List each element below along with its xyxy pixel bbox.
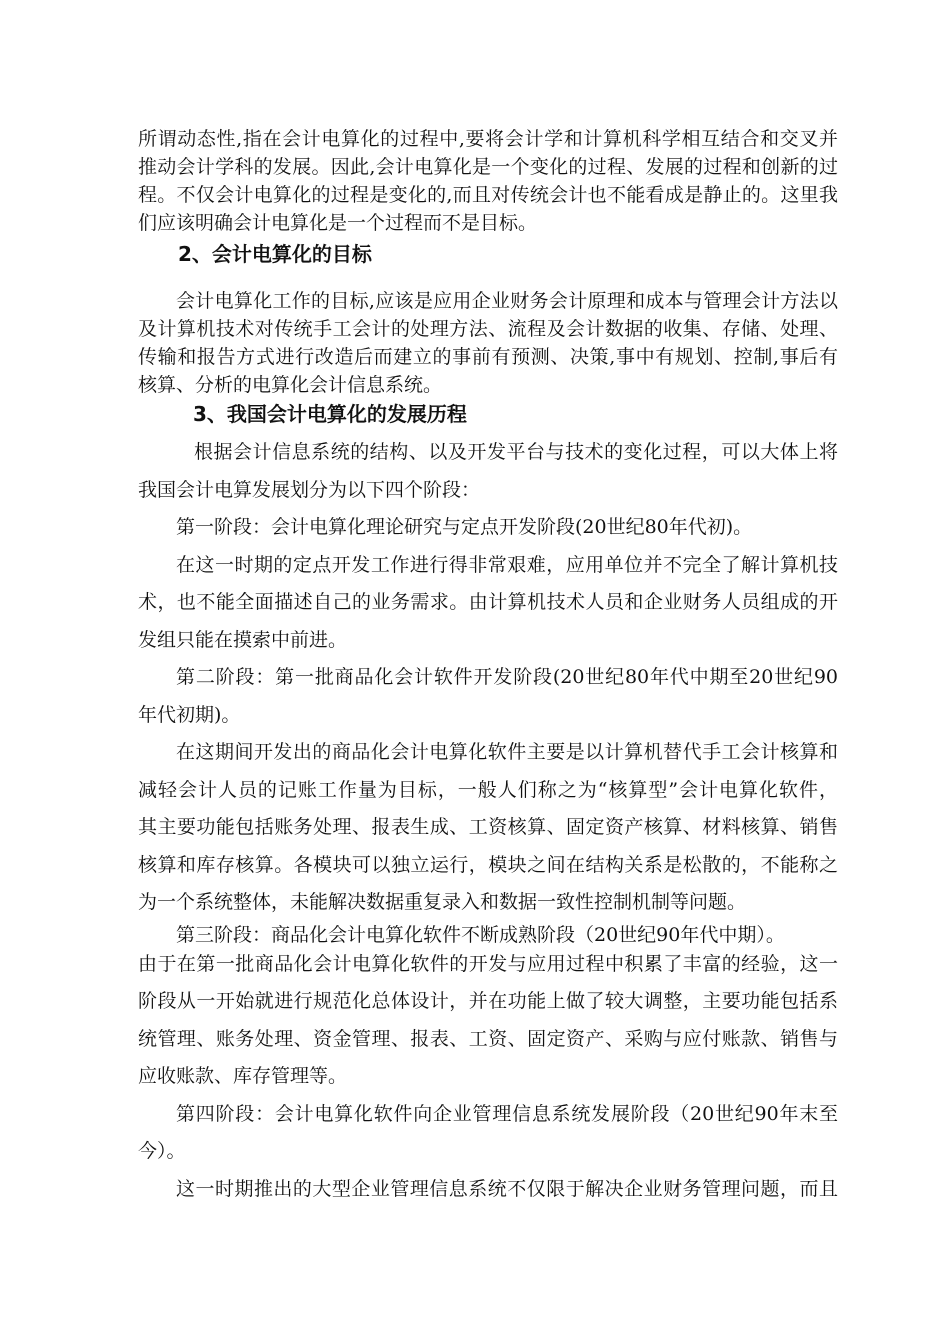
history-line-19: 第四阶段：会计电算化软件向企业管理信息系统发展阶段（20世纪90年末至 xyxy=(176,1103,838,1125)
history-line-1: 根据会计信息系统的结构、以及开发平台与技术的变化过程，可以大体上将 xyxy=(194,441,838,463)
history-line-17: 统管理、账务处理、资金管理、报表、工资、固定资产、采购与应付账款、销售与 xyxy=(138,1028,838,1050)
intro-line-3: 程。不仅会计电算化的过程是变化的,而且对传统会计也不能看成是静止的。这里我 xyxy=(138,184,838,206)
history-line-12: 核算和库存核算。各模块可以独立运行，模块之间在结构关系是松散的，不能称之 xyxy=(138,854,838,876)
goal-line-4: 核算、分析的电算化会计信息系统。 xyxy=(138,374,443,396)
history-line-8: 年代初期)。 xyxy=(138,704,241,726)
history-line-6: 发组只能在摸索中前进。 xyxy=(138,629,348,651)
goal-line-1: 会计电算化工作的目标,应该是应用企业财务会计原理和成本与管理会计方法以 xyxy=(176,290,838,312)
history-line-20: 今）。 xyxy=(138,1140,186,1162)
history-line-3: 第一阶段：会计电算化理论研究与定点开发阶段(20世纪80年代初)。 xyxy=(176,516,753,538)
section-heading-history: 3、我国会计电算化的发展历程 xyxy=(193,402,467,426)
history-line-5: 术，也不能全面描述自己的业务需求。由计算机技术人员和企业财务人员组成的开 xyxy=(138,591,838,613)
history-line-16: 阶段从一开始就进行规范化总体设计，并在功能上做了较大调整，主要功能包括系 xyxy=(138,990,838,1012)
goal-line-2: 及计算机技术对传统手工会计的处理方法、流程及会计数据的收集、存储、处理、 xyxy=(138,318,838,340)
history-line-13: 为一个系统整体，未能解决数据重复录入和数据一致性控制机制等问题。 xyxy=(138,891,747,913)
history-line-15: 由于在第一批商品化会计电算化软件的开发与应用过程中积累了丰富的经验，这一 xyxy=(138,953,838,975)
history-line-7: 第二阶段：第一批商品化会计软件开发阶段(20世纪80年代中期至20世纪90 xyxy=(176,666,838,688)
intro-line-4: 们应该明确会计电算化是一个过程而不是目标。 xyxy=(138,212,538,234)
goal-line-3: 传输和报告方式进行改造后而建立的事前有预测、决策,事中有规划、控制,事后有 xyxy=(138,346,838,368)
history-line-4: 在这一时期的定点开发工作进行得非常艰难，应用单位并不完全了解计算机技 xyxy=(176,554,838,576)
history-line-21: 这一时期推出的大型企业管理信息系统不仅限于解决企业财务管理问题，而且 xyxy=(176,1178,838,1200)
history-line-9: 在这期间开发出的商品化会计电算化软件主要是以计算机替代手工会计核算和 xyxy=(176,741,838,763)
section-heading-goal: 2、会计电算化的目标 xyxy=(178,242,372,266)
history-line-10: 减轻会计人员的记账工作量为目标，一般人们称之为“核算型”会计电算化软件， xyxy=(138,779,838,801)
intro-line-1: 所谓动态性,指在会计电算化的过程中,要将会计学和计算机科学相互结合和交叉并 xyxy=(138,128,838,150)
intro-line-2: 推动会计学科的发展。因此,会计电算化是一个变化的过程、发展的过程和创新的过 xyxy=(138,156,838,178)
history-line-2: 我国会计电算发展划分为以下四个阶段： xyxy=(138,479,481,501)
history-line-18: 应收账款、库存管理等。 xyxy=(138,1065,348,1087)
history-line-14: 第三阶段：商品化会计电算化软件不断成熟阶段（20世纪90年代中期）。 xyxy=(176,924,785,946)
history-line-11: 其主要功能包括账务处理、报表生成、工资核算、固定资产核算、材料核算、销售 xyxy=(138,816,838,838)
